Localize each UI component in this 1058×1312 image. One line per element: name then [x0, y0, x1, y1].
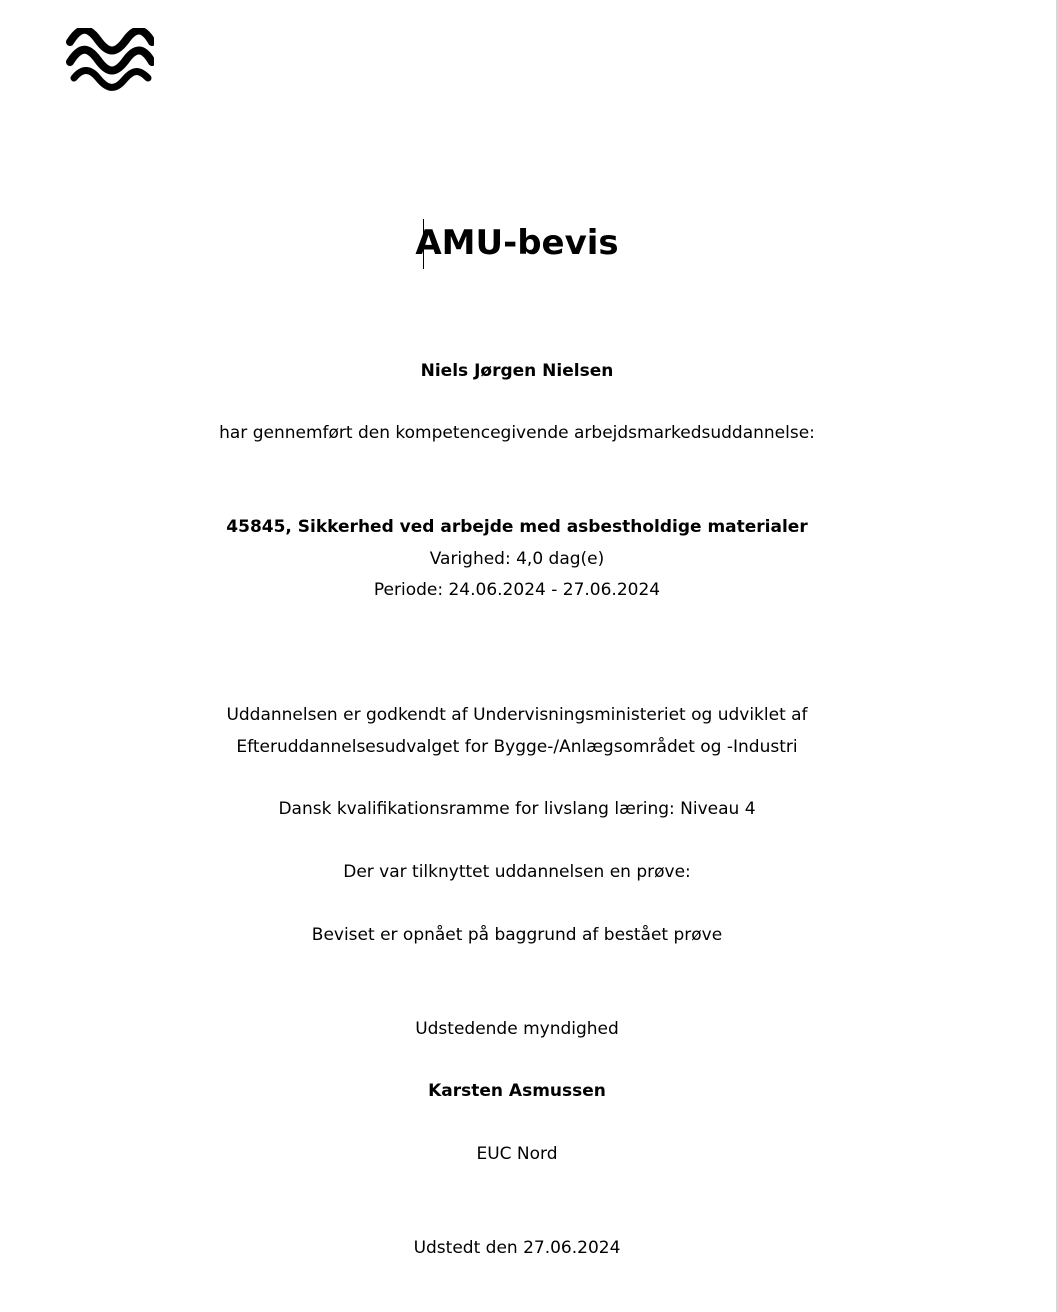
- approval-line-2: Efteruddannelsesudvalget for Bygge-/Anlægsområdet og -Industri: [236, 737, 798, 757]
- issued-date: Udstedt den 27.06.2024: [413, 1238, 621, 1258]
- intro-text: har gennemført den kompetencegivende arbejdsmarkedsuddannelse:: [219, 423, 815, 443]
- qualification-level: Dansk kvalifikationsramme for livslang læring: Niveau 4: [278, 799, 756, 819]
- signatory-name: Karsten Asmussen: [428, 1081, 606, 1101]
- recipient-name: Niels Jørgen Nielsen: [420, 361, 614, 381]
- document-title: AMU-bevis: [415, 223, 619, 263]
- course-duration: Varighed: 4,0 dag(e): [429, 549, 605, 569]
- approval-line-1: Uddannelsen er godkendt af Undervisningsministeriet og udviklet af: [226, 705, 808, 725]
- authority-label: Udstedende myndighed: [415, 1019, 619, 1039]
- course-period: Periode: 24.06.2024 - 27.06.2024: [373, 580, 661, 600]
- course-heading: 45845, Sikkerhed ved arbejde med asbestholdige materialer: [226, 517, 808, 537]
- exam-result: Beviset er opnået på baggrund af bestået prøve: [311, 925, 723, 945]
- institution-name: EUC Nord: [476, 1144, 558, 1164]
- exam-intro: Der var tilknyttet uddannelsen en prøve:: [343, 862, 691, 882]
- wave-logo-icon: [66, 28, 154, 94]
